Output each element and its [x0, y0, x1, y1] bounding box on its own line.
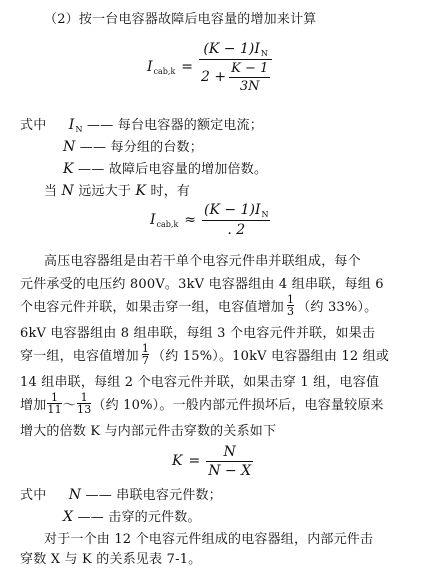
definition-4: 式中 N —— 串联电容元件数； [20, 487, 222, 503]
para-line-4: 6kV 电容器组由 8 组串联，每组 3 个电容元件并联，如果击 [20, 326, 376, 341]
definition-5: X —— 击穿的元件数。 [63, 509, 201, 525]
condition-line: 当 N 远远大于 K 时，有 [44, 183, 191, 199]
formula2-approx: ≈ [184, 212, 197, 228]
para-line-7: 增加 1 11 ～ 1 13 （约 10%）。一般内部元件损坏后，电容量较原来 [20, 390, 384, 416]
definition-2: N —— 每分组的台数； [63, 139, 203, 155]
closing-line-2: 穿数 X 与 K 的关系见表 7-1。 [20, 552, 202, 567]
formula2-fraction: $\frac{(K - 1)I_N}{. 2}$ [204, 202, 269, 238]
formula3-equals: = [188, 453, 201, 469]
para-line-1: 高压电容器组是由若干单个电容元件串并联组成，每个 [44, 254, 361, 269]
para-line-6: 14 组串联，每组 2 个电容元件并联，如果击穿 1 组，电容值 [20, 375, 380, 390]
definition-3: K —— 故障后电容量的增加倍数。 [63, 161, 268, 177]
formula2-lhs: $I_{cab,k}$ [150, 211, 179, 229]
para-line-2: 元件承受的电压约 800V。3kV 电容器组由 4 组串联，每组 6 [20, 277, 384, 292]
section-heading: （2）按一台电容器故障后电容量的增加来计算 [44, 12, 317, 27]
formula1-fraction: $(K - 1)I_N$ 2 + $\frac{K - 1}{3N}$ [199, 41, 272, 94]
formula-k-ratio [172, 444, 253, 478]
para-line-5: 穿一组，电容值增加 1 7 （约 15%）。10kV 电容器组由 12 组或 [20, 341, 390, 367]
formula1-equals: = [181, 59, 194, 75]
para-line-3: 个电容元件并联，如果击穿一组，电容值增加 1 3 （约 33%）。 [20, 292, 378, 318]
formula3-lhs: K [172, 453, 183, 469]
formula3-fraction: $\frac{N}{N - X}$ [208, 443, 252, 479]
closing-line-1: 对于一个由 12 个电容元件组成的电容器组，内部元件击 [44, 532, 374, 547]
formula1-lhs: $I_{cab,k}$ [147, 58, 176, 76]
formula-approximation [150, 200, 270, 240]
definition-1: 式中 $I_N$ —— 每台电容器的额定电流； [20, 117, 263, 134]
formula-current-increase [147, 42, 272, 92]
para-line-8: 增大的倍数 K 与内部元件击穿数的关系如下 [20, 424, 277, 439]
